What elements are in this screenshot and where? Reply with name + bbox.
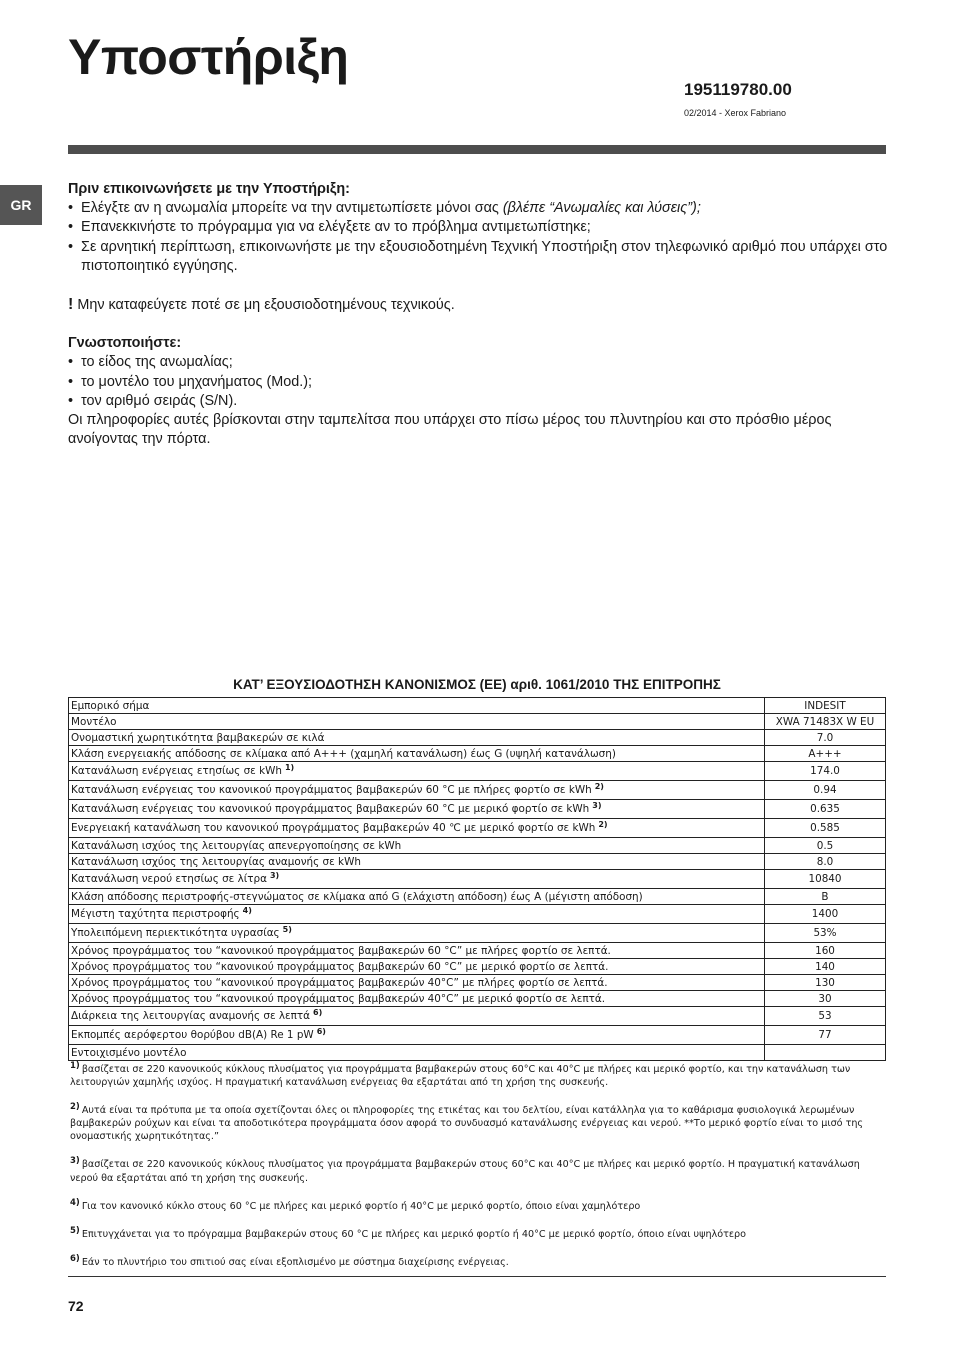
page-number: 72 bbox=[68, 1298, 84, 1314]
footnote: $^{6)}$ Εάν το πλυντήριο του σπιτιού σας είναι εξοπλισμένο με σύστημα διαχείρισης ενέργειας. bbox=[70, 1253, 509, 1269]
footnote-mark: 6) bbox=[70, 1253, 80, 1264]
row-value: 77 bbox=[765, 1026, 886, 1045]
document-number: 195119780.00 bbox=[684, 80, 792, 99]
table-row bbox=[69, 762, 886, 781]
footnote-ref: 3) bbox=[269, 870, 280, 880]
table-row bbox=[69, 854, 886, 870]
header-divider bbox=[68, 145, 886, 154]
table-row bbox=[69, 924, 886, 943]
row-label: Ονομαστική χωρητικότητα βαμβακερών σε κιλά bbox=[69, 730, 765, 746]
table-row bbox=[69, 781, 886, 800]
list-item: • Ελέγξτε αν η ανωμαλία μπορείτε να την αντιμετωπίσετε μόνοι σας (βλέπε “Ανωμαλίες και λύσεις”); bbox=[68, 200, 701, 217]
row-value: 1400 bbox=[765, 905, 886, 924]
footnote-ref: 6) bbox=[316, 1026, 326, 1036]
footnote-mark: 4) bbox=[70, 1197, 80, 1208]
warning-icon: ! bbox=[68, 296, 74, 314]
row-label: Μέγιστη ταχύτητα περιστροφής $^{4)}$ bbox=[69, 905, 765, 924]
table-row bbox=[69, 870, 886, 889]
footnote: $^{1)}$ βασίζεται σε 220 κανονικούς κύκλους πλυσίματος για προγράμματα βαμβακερών στους 60°C και 40°C με πλήρες και μερικό φορτίο, και την κατανάλωση των λειτουργιών χαμηλής ισχύος. Η πραγματική κατανάλωση ενέργειας θα εξαρτάται από τη χρήση της συσκευής. bbox=[70, 1061, 851, 1089]
footnote: $^{4)}$ Για τον κανονικό κύκλο στους 60 °C με πλήρες και μερικό φορτίο ή 40°C με μερικό φορτίο, όποιο είναι χαμηλότερο bbox=[70, 1197, 641, 1212]
footnote-ref: 2) bbox=[598, 819, 608, 829]
footnote-ref: 2) bbox=[594, 781, 604, 791]
footnote-ref: 4) bbox=[242, 905, 252, 915]
row-label: Κατανάλωση νερού ετησίως σε λίτρα $^{3)}$ bbox=[69, 870, 765, 889]
document-date-printer: 02/2014 - Xerox Fabriano bbox=[684, 108, 787, 118]
row-value: 140 bbox=[765, 959, 886, 975]
footnote-ref: 5) bbox=[282, 924, 292, 934]
row-label: Εκπομπές αερόφερτου θορύβου dB(A) Re 1 pW $^{6)}$ bbox=[69, 1026, 765, 1045]
row-value bbox=[765, 1045, 886, 1061]
table-row bbox=[69, 746, 886, 762]
table-row bbox=[69, 889, 886, 905]
row-label: Κλάση απόδοσης περιστροφής-στεγνώματος σε κλίμακα από G (ελάχιστη απόδοση) έως A (μέγιστη απόδοση) bbox=[69, 889, 765, 905]
footnote-mark: 2) bbox=[70, 1102, 80, 1113]
row-label: Κατανάλωση ενέργειας του κανονικού προγράμματος βαμβακερών 60 °C με μερικό φορτίο σε kWh $^{3)}$ bbox=[69, 800, 765, 819]
row-value: 10840 bbox=[765, 870, 886, 889]
row-label: Κατανάλωση ισχύος της λειτουργίας απενεργοποίησης σε kWh bbox=[69, 838, 765, 854]
table-row bbox=[69, 838, 886, 854]
support-instructions bbox=[68, 180, 888, 449]
row-label: Ενεργειακή κατανάλωση του κανονικού προγράμματος βαμβακερών 40 ℃ με μερικό φορτίο σε kWh $^{2)}$ bbox=[69, 819, 765, 838]
table-row bbox=[69, 943, 886, 959]
row-label: Κατανάλωση ισχύος της λειτουργίας αναμονής σε kWh bbox=[69, 854, 765, 870]
row-value: 174.0 bbox=[765, 762, 886, 781]
table-row bbox=[69, 905, 886, 924]
table-row bbox=[69, 975, 886, 991]
row-label: Χρόνος προγράμματος του “κανονικού προγράμματος βαμβακερών 40°C” με πλήρες φορτίο σε λεπτά. bbox=[69, 975, 765, 991]
footnote-ref: 3) bbox=[592, 800, 602, 810]
row-label: Χρόνος προγράμματος του “κανονικού προγράμματος βαμβακερών 40°C” με μερικό φορτίο σε λεπτά. bbox=[69, 991, 765, 1007]
list-item: • Σε αρνητική περίπτωση, επικοινωνήστε με την εξουσιοδοτημένη Τεχνική Υποστήριξη στον τηλεφωνικό αριθμό που υπάρχει στο πιστοποιητικό εγγύησης. bbox=[68, 238, 888, 274]
footnote-ref: 1) bbox=[284, 762, 295, 772]
row-value: B bbox=[765, 889, 886, 905]
footnote-mark: 3) bbox=[70, 1156, 80, 1167]
row-value: INDESIT bbox=[765, 698, 886, 714]
table-row bbox=[69, 698, 886, 714]
table-row bbox=[69, 819, 886, 838]
row-value: 53 bbox=[765, 1007, 886, 1026]
footnote: $^{5)}$ Επιτυγχάνεται για το πρόγραμμα βαμβακερών στους 60 °C με πλήρες και μερικό φορτίο ή 40°C με μερικό φορτίο, όποιο είναι υψηλότερο bbox=[70, 1225, 746, 1240]
row-value: 0.635 bbox=[765, 800, 886, 819]
footnote: $^{3)}$ βασίζεται σε 220 κανονικούς κύκλους πλυσίματος για προγράμματα βαμβακερών στους 60°C και 40°C με πλήρες και μερικό φορτίο. Η πραγματική κατανάλωση νερού θα εξαρτάται από τη χρήση της συσκευής. bbox=[70, 1156, 860, 1184]
table-row bbox=[69, 730, 886, 746]
row-label: Διάρκεια της λειτουργίας αναμονής σε λεπτά $^{6)}$ bbox=[69, 1007, 765, 1026]
row-value: 7.0 bbox=[765, 730, 886, 746]
table-row bbox=[69, 991, 886, 1007]
table-row bbox=[69, 1007, 886, 1026]
label-location-text: Οι πληροφορίες αυτές βρίσκονται στην ταμπελίτσα που υπάρχει στο πίσω μέρος του πλυντηρίου και στο πρόσθιο μέρος ανοίγοντας την πόρτα. bbox=[68, 412, 832, 448]
footnote-mark: 5) bbox=[70, 1225, 80, 1236]
row-label: Εντοιχισμένο μοντέλο bbox=[69, 1045, 765, 1061]
row-label: Υπολειπόμενη περιεκτικότητα υγρασίας $^{5)}$ bbox=[69, 924, 765, 943]
footer-divider bbox=[68, 1276, 886, 1277]
row-label: Εμπορικό σήμα bbox=[69, 698, 765, 714]
row-value: 53% bbox=[765, 924, 886, 943]
list-item: • τον αριθμό σειράς (S/N). bbox=[68, 392, 238, 409]
table-row bbox=[69, 959, 886, 975]
row-label: Κατανάλωση ενέργειας του κανονικού προγράμματος βαμβακερών 60 °C με πλήρες φορτίο σε kWh $^{2)}$ bbox=[69, 781, 765, 800]
table-row bbox=[69, 800, 886, 819]
row-value: 8.0 bbox=[765, 854, 886, 870]
notify-heading: Γνωστοποιήστε: bbox=[68, 335, 182, 352]
list-item: • το μοντέλο του μηχανήματος (Mod.); bbox=[68, 373, 313, 390]
row-value: A+++ bbox=[765, 746, 886, 762]
footnote-ref: 6) bbox=[313, 1007, 323, 1017]
product-fiche-table bbox=[68, 697, 886, 1061]
row-label: Κατανάλωση ενέργειας ετησίως σε kWh $^{1)}$ bbox=[69, 762, 765, 781]
row-value: 0.5 bbox=[765, 838, 886, 854]
table-row bbox=[69, 714, 886, 730]
footnotes bbox=[70, 1060, 886, 1281]
row-label: Μοντέλο bbox=[69, 714, 765, 730]
row-value: 0.585 bbox=[765, 819, 886, 838]
row-value: XWA 71483X W EU bbox=[765, 714, 886, 730]
row-value: 160 bbox=[765, 943, 886, 959]
table-row bbox=[69, 1045, 886, 1061]
before-contact-heading: Πριν επικοινωνήσετε με την Υποστήριξη: bbox=[68, 181, 350, 197]
row-label: Χρόνος προγράμματος του “κανονικού προγράμματος βαμβακερών 60 °C” με μερικό φορτίο σε λεπτά. bbox=[69, 959, 765, 975]
footnote-mark: 1) bbox=[70, 1061, 80, 1071]
regulation-title: ΚΑΤ’ ΕΞΟΥΣΙΟΔΟΤΗΣΗ ΚΑΝΟΝΙΣΜΟΣ (ΕΕ) αριθ. 1061/2010 ΤΗΣ ΕΠΙΤΡΟΠΗΣ bbox=[233, 677, 721, 692]
list-item: • Επανεκκινήστε το πρόγραμμα για να ελέγξετε αν το πρόβλημα αντιμετωπίστηκε; bbox=[68, 219, 591, 236]
row-label: Κλάση ενεργειακής απόδοσης σε κλίμακα από A+++ (χαμηλή κατανάλωση) έως G (υψηλή κατανάλωση) bbox=[69, 746, 765, 762]
page-title: Υποστήριξη bbox=[68, 29, 349, 85]
row-label: Χρόνος προγράμματος του “κανονικού προγράμματος βαμβακερών 60 °C” με πλήρες φορτίο σε λεπτά. bbox=[69, 943, 765, 959]
footnote: $^{2)}$ Αυτά είναι τα πρότυπα με τα οποία σχετίζονται όλες οι πληροφορίες της ετικέτας και του δελτίου, είναι κατάλληλα για το καθάρισμα φυσιολογικά λερωμένων βαμβακερών ρούχων και είναι τα αποδοτικότερα προγράμματα όσον αφορά το συνδυασμό κατανάλωσης ενέργειας και νερού. **Το μερικό φορτίο είναι το μισό της ονομαστικής χωρητικότητας.” bbox=[70, 1102, 864, 1143]
row-value: 30 bbox=[765, 991, 886, 1007]
list-item: • το είδος της ανωμαλίας; bbox=[68, 354, 233, 371]
row-value: 130 bbox=[765, 975, 886, 991]
warning-note: ! Μην καταφεύγετε ποτέ σε μη εξουσιοδοτημένους τεχνικούς. bbox=[68, 296, 455, 314]
language-tab: GR bbox=[0, 185, 42, 225]
table-row bbox=[69, 1026, 886, 1045]
row-value: 0.94 bbox=[765, 781, 886, 800]
